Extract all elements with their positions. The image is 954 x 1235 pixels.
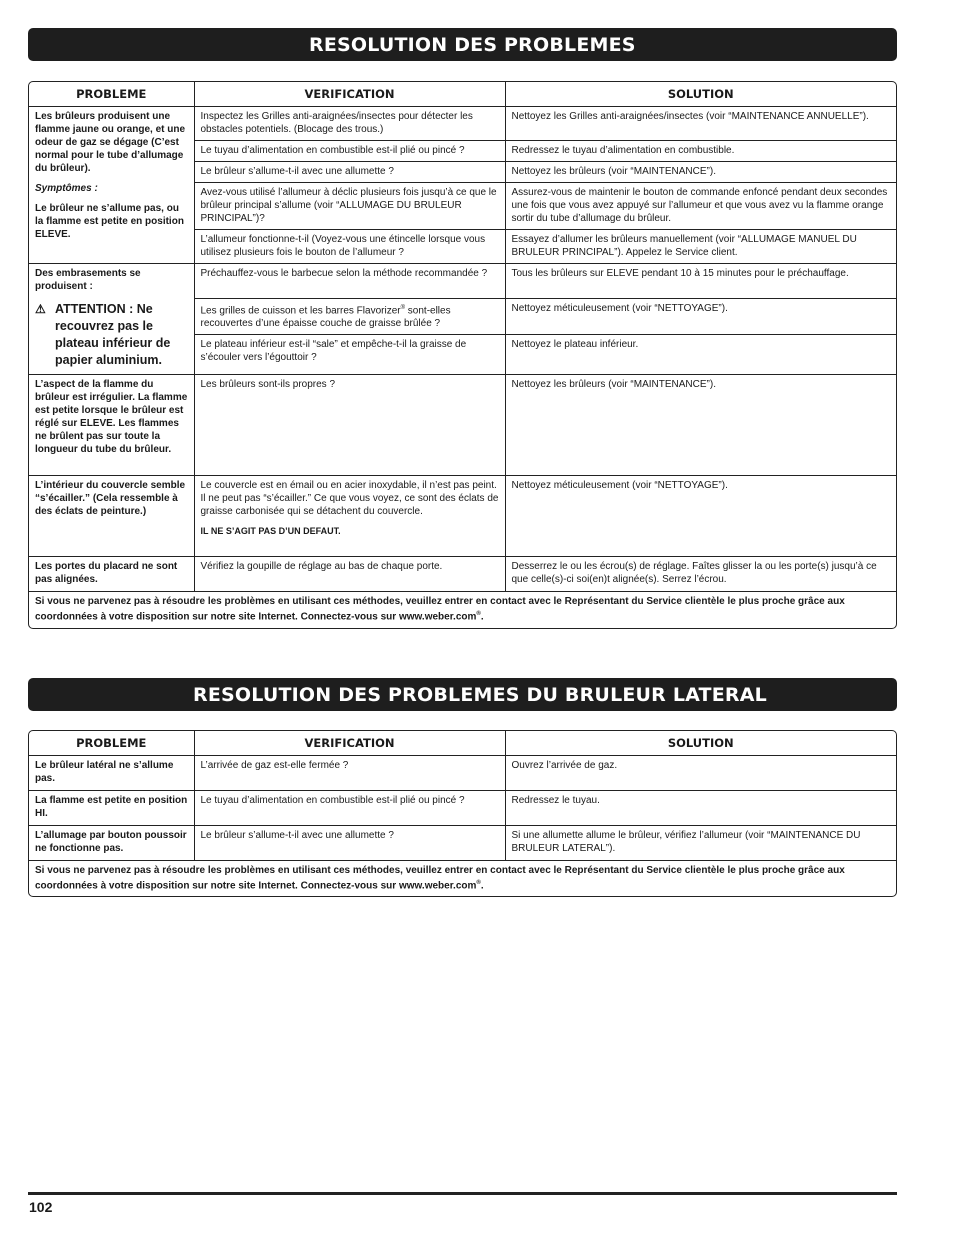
table-row [29, 107, 896, 141]
problem-cell: Le brûleur latéral ne s’allume pas. [29, 756, 194, 791]
problem-cell: L’aspect de la flamme du brûleur est irrégulier. La flamme est petite lorsque le brûleur est réglé sur ELEVE. Les flammes ne brûlent pas sur toute la longueur du tube du brûleur. [29, 375, 194, 476]
attention-text: ATTENTION : Ne recouvrez pas le plateau inférieur de papier aluminium. [55, 302, 171, 367]
problem-cell: Les portes du placard ne sont pas alignées. [29, 557, 194, 592]
solution-cell: Nettoyez les brûleurs (voir “MAINTENANCE”). [505, 162, 896, 183]
contact-note [29, 861, 896, 897]
problem-cell: L’intérieur du couvercle semble “s’écailler.” (Cela ressemble à des éclats de peinture.) [29, 476, 194, 557]
symptom-text: Le brûleur ne s’allume pas, ou la flamme est petite en position ELEVE. [35, 203, 184, 240]
header-verification: VERIFICATION [194, 731, 505, 756]
solution-cell: Redressez le tuyau d’alimentation en combustible. [505, 141, 896, 162]
verification-cell [194, 476, 505, 557]
table-row [29, 476, 896, 557]
troubleshooting-table [28, 81, 897, 629]
solution-cell: Nettoyez le plateau inférieur. [505, 335, 896, 375]
solution-cell: Redressez le tuyau. [505, 791, 896, 826]
solution-cell: Ouvrez l’arrivée de gaz. [505, 756, 896, 791]
solution-cell: Nettoyez méticuleusement (voir “NETTOYAGE”). [505, 299, 896, 335]
table-header-row [29, 731, 896, 756]
section-title-troubleshooting: RESOLUTION DES PROBLEMES [28, 28, 897, 61]
solution-cell: Si une allumette allume le brûleur, vérifiez l’allumeur (voir “MAINTENANCE DU BRULEUR LATERAL”). [505, 826, 896, 861]
side-burner-table [28, 730, 897, 897]
verification-cell: Le tuyau d’alimentation en combustible est-il plié ou pincé ? [194, 791, 505, 826]
header-problem: PROBLEME [29, 731, 194, 756]
verification-cell: Inspectez les Grilles anti-araignées/insectes pour détecter les obstacles potentiels. (Blocage des trous.) [194, 107, 505, 141]
registered-mark: ® [476, 880, 481, 886]
table-row [29, 756, 896, 791]
table-row [29, 264, 896, 299]
table-header-row [29, 82, 896, 107]
verification-cell: L’arrivée de gaz est-elle fermée ? [194, 756, 505, 791]
solution-cell: Assurez-vous de maintenir le bouton de commande enfoncé pendant deux secondes une fois que vous avez appuyé sur l’allumeur et que vous avez vu la flamme orange sortir du tube d’allumage du brûleur. [505, 183, 896, 230]
solution-cell: Desserrez le ou les écrou(s) de réglage. Faîtes glisser la ou les porte(s) jusqu’à ce que celle(s)-ci soi(en)t alignée(s). Serrez l’écrou. [505, 557, 896, 592]
contact-text: Si vous ne parvenez pas à résoudre les problèmes en utilisant ces méthodes, veuillez entrer en contact avec le Représentant du Service clientèle le plus proche grâce aux coordonnées à votre disposition sur notre site Internet. Connectez-vous sur www.weber.com [35, 596, 845, 623]
table-row [29, 791, 896, 826]
table-row [29, 557, 896, 592]
table-footer-row [29, 861, 896, 897]
contact-text: Si vous ne parvenez pas à résoudre les problèmes en utilisant ces méthodes, veuillez entrer en contact avec le Représentant du Service clientèle le plus proche grâce aux coordonnées à votre disposition sur notre site Internet. Connectez-vous sur www.weber.com [35, 865, 845, 892]
verification-text: Le couvercle est en émail ou en acier inoxydable, il n’est pas peint. Il ne peut pas “s’écailler.” Ce que vous voyez, ce sont des éclats de graisse carbonisée qui se détachent du couvercle. [200, 480, 499, 518]
verification-cell: Le plateau inférieur est-il “sale” et empêche-t-il la graisse de s’écouler vers l’égouttoir ? [194, 335, 505, 375]
symptoms-label: Symptômes : [35, 183, 98, 194]
attention-notice [35, 301, 188, 369]
verification-cell: Le tuyau d’alimentation en combustible est-il plié ou pincé ? [194, 141, 505, 162]
problem-cell [29, 264, 194, 375]
problem-text: Des embrasements se produisent : [35, 268, 141, 292]
table-row [29, 375, 896, 476]
solution-cell: Nettoyez les Grilles anti-araignées/insectes (voir “MAINTENANCE ANNUELLE”). [505, 107, 896, 141]
problem-cell: La flamme est petite en position HI. [29, 791, 194, 826]
verification-cell: Le brûleur s’allume-t-il avec une allumette ? [194, 162, 505, 183]
header-verification: VERIFICATION [194, 82, 505, 107]
table-footer-row [29, 592, 896, 628]
contact-period: . [480, 880, 484, 892]
contact-period: . [480, 611, 484, 623]
header-solution: SOLUTION [505, 731, 896, 756]
header-problem: PROBLEME [29, 82, 194, 107]
header-solution: SOLUTION [505, 82, 896, 107]
verification-cell: Le brûleur s’allume-t-il avec une allumette ? [194, 826, 505, 861]
verification-cell: Préchauffez-vous le barbecue selon la méthode recommandée ? [194, 264, 505, 299]
registered-mark: ® [476, 611, 481, 618]
verification-cell: Avez-vous utilisé l’allumeur à déclic plusieurs fois jusqu’à ce que le brûleur principal s’allume (voir “ALLUMAGE DU BRULEUR PRINCIPAL”)? [194, 183, 505, 230]
verification-cell: Les brûleurs sont-ils propres ? [194, 375, 505, 476]
problem-cell [29, 107, 194, 264]
page-number: 102 [29, 1199, 53, 1215]
solution-cell: Nettoyez méticuleusement (voir “NETTOYAGE”). [505, 476, 896, 557]
defect-note: IL NE S’AGIT PAS D’UN DEFAUT. [200, 526, 341, 537]
page-footer-rule [28, 1192, 897, 1195]
problem-text: Les brûleurs produisent une flamme jaune ou orange, et une odeur de gaz se dégage (C’est normal pour le tube d’allumage du brûleur). [35, 111, 186, 174]
verification-text: sont-elles recouvertes d’une épaisse couche de graisse brûlée ? [200, 305, 451, 330]
solution-cell: Nettoyez les brûleurs (voir “MAINTENANCE”). [505, 375, 896, 476]
verification-cell: Vérifiez la goupille de réglage au bas de chaque porte. [194, 557, 505, 592]
problem-cell: L’allumage par bouton poussoir ne fonctionne pas. [29, 826, 194, 861]
warning-triangle-icon: ⚠ [35, 302, 46, 316]
contact-note [29, 592, 896, 628]
verification-cell [194, 299, 505, 335]
verification-cell: L’allumeur fonctionne-t-il (Voyez-vous une étincelle lorsque vous utilisez plusieurs fois le bouton de l’allumeur ? [194, 230, 505, 264]
registered-mark: ® [400, 305, 406, 311]
solution-cell: Tous les brûleurs sur ELEVE pendant 10 à 15 minutes pour le préchauffage. [505, 264, 896, 299]
verification-text: Les grilles de cuisson et les barres Flavorizer [200, 305, 401, 317]
section-title-side-burner: RESOLUTION DES PROBLEMES DU BRULEUR LATERAL [28, 678, 897, 711]
solution-cell: Essayez d’allumer les brûleurs manuellement (voir “ALLUMAGE MANUEL DU BRULEUR PRINCIPAL”). Appelez le Service client. [505, 230, 896, 264]
table-row [29, 826, 896, 861]
